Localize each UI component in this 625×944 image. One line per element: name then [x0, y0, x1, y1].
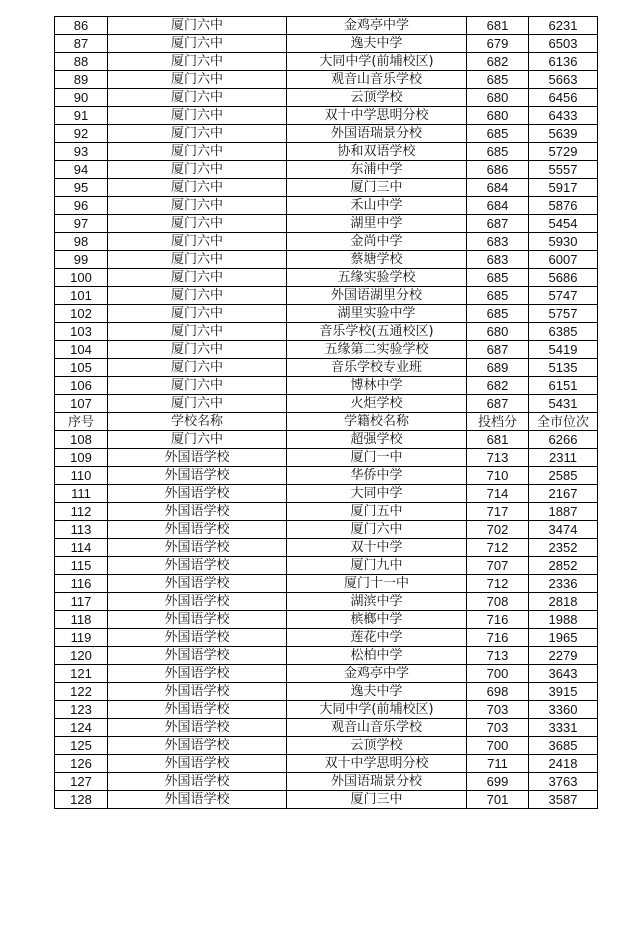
- row-number-cell: 87: [55, 35, 108, 53]
- city-rank-cell: 6231: [529, 17, 598, 35]
- school-name-cell: 厦门六中: [108, 89, 287, 107]
- admission-score-table: [54, 16, 598, 809]
- school-name-cell: 外国语学校: [108, 701, 287, 719]
- row-number-cell: 117: [55, 593, 108, 611]
- admission-score-cell: 700: [467, 737, 529, 755]
- table-row: [55, 665, 598, 683]
- row-number-cell: 106: [55, 377, 108, 395]
- city-rank-cell: 3643: [529, 665, 598, 683]
- city-rank-cell: 5729: [529, 143, 598, 161]
- admission-score-cell: 680: [467, 107, 529, 125]
- row-number-cell: 99: [55, 251, 108, 269]
- table-row: [55, 503, 598, 521]
- row-number-cell: 102: [55, 305, 108, 323]
- city-rank-cell: 6151: [529, 377, 598, 395]
- table-row: [55, 53, 598, 71]
- row-number-cell: 107: [55, 395, 108, 413]
- city-rank-cell: 5917: [529, 179, 598, 197]
- home-school-cell: 厦门一中: [287, 449, 467, 467]
- table-body: [55, 17, 598, 809]
- home-school-cell: 云顶学校: [287, 89, 467, 107]
- row-number-cell: 123: [55, 701, 108, 719]
- row-number-cell: 88: [55, 53, 108, 71]
- table-row: [55, 89, 598, 107]
- school-name-cell: 厦门六中: [108, 359, 287, 377]
- admission-score-cell: 702: [467, 521, 529, 539]
- table-row: [55, 611, 598, 629]
- row-number-cell: 90: [55, 89, 108, 107]
- school-name-cell: 厦门六中: [108, 197, 287, 215]
- school-name-cell: 外国语学校: [108, 485, 287, 503]
- home-school-cell: 双十中学思明分校: [287, 755, 467, 773]
- admission-score-cell: 713: [467, 647, 529, 665]
- school-name-cell: 外国语学校: [108, 593, 287, 611]
- home-school-cell: 金鸡亭中学: [287, 17, 467, 35]
- table-row: [55, 755, 598, 773]
- city-rank-cell: 6266: [529, 431, 598, 449]
- admission-score-cell: 685: [467, 269, 529, 287]
- table-row: [55, 161, 598, 179]
- home-school-cell: 大同中学: [287, 485, 467, 503]
- admission-score-cell: 710: [467, 467, 529, 485]
- school-name-cell: 外国语学校: [108, 521, 287, 539]
- admission-score-cell: 684: [467, 197, 529, 215]
- table-row: [55, 539, 598, 557]
- city-rank-cell: 3763: [529, 773, 598, 791]
- school-name-cell: 厦门六中: [108, 71, 287, 89]
- row-number-cell: 97: [55, 215, 108, 233]
- school-name-cell: 外国语学校: [108, 737, 287, 755]
- school-name-cell: 外国语学校: [108, 719, 287, 737]
- table-row: [55, 521, 598, 539]
- city-rank-cell: 2311: [529, 449, 598, 467]
- home-school-cell: 厦门三中: [287, 791, 467, 809]
- school-name-cell: 外国语学校: [108, 611, 287, 629]
- home-school-cell: 厦门九中: [287, 557, 467, 575]
- table-row: [55, 593, 598, 611]
- home-school-cell: 外国语瑞景分校: [287, 125, 467, 143]
- admission-score-cell: 712: [467, 539, 529, 557]
- city-rank-cell: 6136: [529, 53, 598, 71]
- school-name-cell: 厦门六中: [108, 161, 287, 179]
- city-rank-cell: 2585: [529, 467, 598, 485]
- admission-score-cell: 700: [467, 665, 529, 683]
- row-number-cell: 104: [55, 341, 108, 359]
- table-row: [55, 143, 598, 161]
- city-rank-cell: 3915: [529, 683, 598, 701]
- table-row: [55, 287, 598, 305]
- home-school-cell: 观音山音乐学校: [287, 719, 467, 737]
- row-number-cell: 118: [55, 611, 108, 629]
- home-school-cell: 双十中学思明分校: [287, 107, 467, 125]
- city-rank-cell: 5557: [529, 161, 598, 179]
- admission-score-cell: 716: [467, 629, 529, 647]
- home-school-cell: 东浦中学: [287, 161, 467, 179]
- city-rank-cell: 2279: [529, 647, 598, 665]
- row-number-cell: 108: [55, 431, 108, 449]
- home-school-cell: 湖滨中学: [287, 593, 467, 611]
- admission-score-cell: 685: [467, 143, 529, 161]
- row-number-cell: 92: [55, 125, 108, 143]
- city-rank-cell: 5757: [529, 305, 598, 323]
- admission-score-cell: 683: [467, 251, 529, 269]
- table-row: [55, 791, 598, 809]
- admission-score-cell: 681: [467, 431, 529, 449]
- city-rank-cell: 5663: [529, 71, 598, 89]
- home-school-cell: 观音山音乐学校: [287, 71, 467, 89]
- home-school-cell: 协和双语学校: [287, 143, 467, 161]
- table-row: [55, 395, 598, 413]
- school-name-cell: 厦门六中: [108, 269, 287, 287]
- city-rank-cell: 3685: [529, 737, 598, 755]
- admission-score-cell: 717: [467, 503, 529, 521]
- table-row: [55, 377, 598, 395]
- city-rank-cell: 2418: [529, 755, 598, 773]
- school-name-cell: 厦门六中: [108, 251, 287, 269]
- home-school-cell: 音乐学校(五通校区): [287, 323, 467, 341]
- city-rank-cell: 6007: [529, 251, 598, 269]
- school-name-cell: 外国语学校: [108, 791, 287, 809]
- school-name-cell: 厦门六中: [108, 341, 287, 359]
- school-name-cell: 外国语学校: [108, 557, 287, 575]
- home-school-cell: 厦门十一中: [287, 575, 467, 593]
- school-name-cell: 厦门六中: [108, 125, 287, 143]
- table-row: [55, 179, 598, 197]
- home-school-cell: 外国语瑞景分校: [287, 773, 467, 791]
- school-name-cell: 厦门六中: [108, 107, 287, 125]
- row-number-cell: 101: [55, 287, 108, 305]
- admission-score-cell: 684: [467, 179, 529, 197]
- school-name-cell: 厦门六中: [108, 35, 287, 53]
- admission-score-cell: 701: [467, 791, 529, 809]
- city-rank-cell: 5747: [529, 287, 598, 305]
- row-number-cell: 124: [55, 719, 108, 737]
- admission-score-cell: 699: [467, 773, 529, 791]
- table-row: [55, 557, 598, 575]
- table-row: [55, 107, 598, 125]
- row-number-cell: 109: [55, 449, 108, 467]
- home-school-cell: 火炬学校: [287, 395, 467, 413]
- home-school-cell: 博林中学: [287, 377, 467, 395]
- home-school-cell: 五缘实验学校: [287, 269, 467, 287]
- admission-table-sheet: [54, 16, 598, 809]
- row-number-cell: 113: [55, 521, 108, 539]
- home-school-cell: 云顶学校: [287, 737, 467, 755]
- admission-score-cell: 689: [467, 359, 529, 377]
- school-name-cell: 厦门六中: [108, 431, 287, 449]
- row-number-cell: 95: [55, 179, 108, 197]
- table-row: [55, 35, 598, 53]
- city-rank-cell: 5876: [529, 197, 598, 215]
- city-rank-cell: 6433: [529, 107, 598, 125]
- admission-score-cell: 681: [467, 17, 529, 35]
- home-school-cell: 松柏中学: [287, 647, 467, 665]
- school-name-cell: 外国语学校: [108, 665, 287, 683]
- admission-score-cell: 685: [467, 71, 529, 89]
- city-rank-cell: 2336: [529, 575, 598, 593]
- home-school-cell: 华侨中学: [287, 467, 467, 485]
- city-rank-cell: 2818: [529, 593, 598, 611]
- table-row: [55, 575, 598, 593]
- admission-score-cell: 685: [467, 287, 529, 305]
- table-row: [55, 233, 598, 251]
- home-school-cell: 音乐学校专业班: [287, 359, 467, 377]
- school-name-cell: 外国语学校: [108, 647, 287, 665]
- school-name-cell: 厦门六中: [108, 53, 287, 71]
- table-row: [55, 467, 598, 485]
- admission-score-cell: 716: [467, 611, 529, 629]
- home-school-cell: 超强学校: [287, 431, 467, 449]
- admission-score-cell: 680: [467, 89, 529, 107]
- admission-score-cell: 687: [467, 395, 529, 413]
- admission-score-cell: 698: [467, 683, 529, 701]
- city-rank-cell: 全市位次: [529, 413, 598, 431]
- table-row: [55, 719, 598, 737]
- home-school-cell: 学籍校名称: [287, 413, 467, 431]
- table-row: [55, 269, 598, 287]
- table-row: [55, 251, 598, 269]
- city-rank-cell: 2352: [529, 539, 598, 557]
- table-row: [55, 125, 598, 143]
- school-name-cell: 厦门六中: [108, 179, 287, 197]
- school-name-cell: 外国语学校: [108, 683, 287, 701]
- city-rank-cell: 5686: [529, 269, 598, 287]
- row-number-cell: 112: [55, 503, 108, 521]
- home-school-cell: 逸夫中学: [287, 35, 467, 53]
- table-row: [55, 683, 598, 701]
- home-school-cell: 湖里实验中学: [287, 305, 467, 323]
- school-name-cell: 外国语学校: [108, 539, 287, 557]
- row-number-cell: 115: [55, 557, 108, 575]
- table-row: [55, 359, 598, 377]
- row-number-cell: 96: [55, 197, 108, 215]
- admission-score-cell: 687: [467, 215, 529, 233]
- row-number-cell: 89: [55, 71, 108, 89]
- table-row: [55, 71, 598, 89]
- home-school-cell: 金尚中学: [287, 233, 467, 251]
- admission-score-cell: 685: [467, 305, 529, 323]
- school-name-cell: 外国语学校: [108, 629, 287, 647]
- school-name-cell: 厦门六中: [108, 377, 287, 395]
- row-number-cell: 111: [55, 485, 108, 503]
- admission-score-cell: 712: [467, 575, 529, 593]
- row-number-cell: 127: [55, 773, 108, 791]
- table-row: [55, 737, 598, 755]
- school-name-cell: 厦门六中: [108, 17, 287, 35]
- home-school-cell: 湖里中学: [287, 215, 467, 233]
- city-rank-cell: 6456: [529, 89, 598, 107]
- admission-score-cell: 713: [467, 449, 529, 467]
- city-rank-cell: 1965: [529, 629, 598, 647]
- school-name-cell: 厦门六中: [108, 215, 287, 233]
- table-row: [55, 305, 598, 323]
- home-school-cell: 禾山中学: [287, 197, 467, 215]
- row-number-cell: 128: [55, 791, 108, 809]
- school-name-cell: 外国语学校: [108, 467, 287, 485]
- city-rank-cell: 2167: [529, 485, 598, 503]
- school-name-cell: 外国语学校: [108, 755, 287, 773]
- row-number-cell: 100: [55, 269, 108, 287]
- table-row: [55, 215, 598, 233]
- home-school-cell: 槟榔中学: [287, 611, 467, 629]
- row-number-cell: 94: [55, 161, 108, 179]
- admission-score-cell: 714: [467, 485, 529, 503]
- admission-score-cell: 683: [467, 233, 529, 251]
- row-number-cell: 93: [55, 143, 108, 161]
- home-school-cell: 双十中学: [287, 539, 467, 557]
- row-number-cell: 序号: [55, 413, 108, 431]
- admission-score-cell: 703: [467, 701, 529, 719]
- school-name-cell: 学校名称: [108, 413, 287, 431]
- row-number-cell: 126: [55, 755, 108, 773]
- admission-score-cell: 708: [467, 593, 529, 611]
- row-number-cell: 86: [55, 17, 108, 35]
- home-school-cell: 五缘第二实验学校: [287, 341, 467, 359]
- admission-score-cell: 投档分: [467, 413, 529, 431]
- row-number-cell: 119: [55, 629, 108, 647]
- table-row: [55, 485, 598, 503]
- admission-score-cell: 679: [467, 35, 529, 53]
- row-number-cell: 98: [55, 233, 108, 251]
- city-rank-cell: 5431: [529, 395, 598, 413]
- row-number-cell: 110: [55, 467, 108, 485]
- admission-score-cell: 685: [467, 125, 529, 143]
- city-rank-cell: 5639: [529, 125, 598, 143]
- table-row: [55, 17, 598, 35]
- table-row: [55, 449, 598, 467]
- table-row: [55, 431, 598, 449]
- school-name-cell: 厦门六中: [108, 287, 287, 305]
- city-rank-cell: 5135: [529, 359, 598, 377]
- school-name-cell: 厦门六中: [108, 323, 287, 341]
- city-rank-cell: 3360: [529, 701, 598, 719]
- city-rank-cell: 2852: [529, 557, 598, 575]
- admission-score-cell: 682: [467, 53, 529, 71]
- row-number-cell: 103: [55, 323, 108, 341]
- table-row: [55, 629, 598, 647]
- admission-score-cell: 680: [467, 323, 529, 341]
- home-school-cell: 逸夫中学: [287, 683, 467, 701]
- school-name-cell: 外国语学校: [108, 503, 287, 521]
- home-school-cell: 厦门三中: [287, 179, 467, 197]
- table-row: [55, 701, 598, 719]
- city-rank-cell: 5454: [529, 215, 598, 233]
- school-name-cell: 厦门六中: [108, 395, 287, 413]
- row-number-cell: 120: [55, 647, 108, 665]
- table-row: [55, 323, 598, 341]
- city-rank-cell: 6503: [529, 35, 598, 53]
- school-name-cell: 外国语学校: [108, 773, 287, 791]
- table-row: [55, 341, 598, 359]
- admission-score-cell: 687: [467, 341, 529, 359]
- city-rank-cell: 5930: [529, 233, 598, 251]
- home-school-cell: 厦门六中: [287, 521, 467, 539]
- city-rank-cell: 1988: [529, 611, 598, 629]
- row-number-cell: 125: [55, 737, 108, 755]
- city-rank-cell: 5419: [529, 341, 598, 359]
- home-school-cell: 莲花中学: [287, 629, 467, 647]
- admission-score-cell: 703: [467, 719, 529, 737]
- school-name-cell: 外国语学校: [108, 449, 287, 467]
- table-row: [55, 197, 598, 215]
- school-name-cell: 外国语学校: [108, 575, 287, 593]
- admission-score-cell: 707: [467, 557, 529, 575]
- row-number-cell: 114: [55, 539, 108, 557]
- row-number-cell: 105: [55, 359, 108, 377]
- city-rank-cell: 3331: [529, 719, 598, 737]
- home-school-cell: 金鸡亭中学: [287, 665, 467, 683]
- city-rank-cell: 1887: [529, 503, 598, 521]
- table-row: [55, 413, 598, 431]
- home-school-cell: 蔡塘学校: [287, 251, 467, 269]
- row-number-cell: 91: [55, 107, 108, 125]
- city-rank-cell: 6385: [529, 323, 598, 341]
- admission-score-cell: 686: [467, 161, 529, 179]
- school-name-cell: 厦门六中: [108, 233, 287, 251]
- school-name-cell: 厦门六中: [108, 305, 287, 323]
- table-row: [55, 647, 598, 665]
- home-school-cell: 外国语湖里分校: [287, 287, 467, 305]
- admission-score-cell: 682: [467, 377, 529, 395]
- table-row: [55, 773, 598, 791]
- row-number-cell: 116: [55, 575, 108, 593]
- school-name-cell: 厦门六中: [108, 143, 287, 161]
- admission-score-cell: 711: [467, 755, 529, 773]
- row-number-cell: 122: [55, 683, 108, 701]
- row-number-cell: 121: [55, 665, 108, 683]
- city-rank-cell: 3587: [529, 791, 598, 809]
- home-school-cell: 大同中学(前埔校区): [287, 701, 467, 719]
- home-school-cell: 大同中学(前埔校区): [287, 53, 467, 71]
- city-rank-cell: 3474: [529, 521, 598, 539]
- home-school-cell: 厦门五中: [287, 503, 467, 521]
